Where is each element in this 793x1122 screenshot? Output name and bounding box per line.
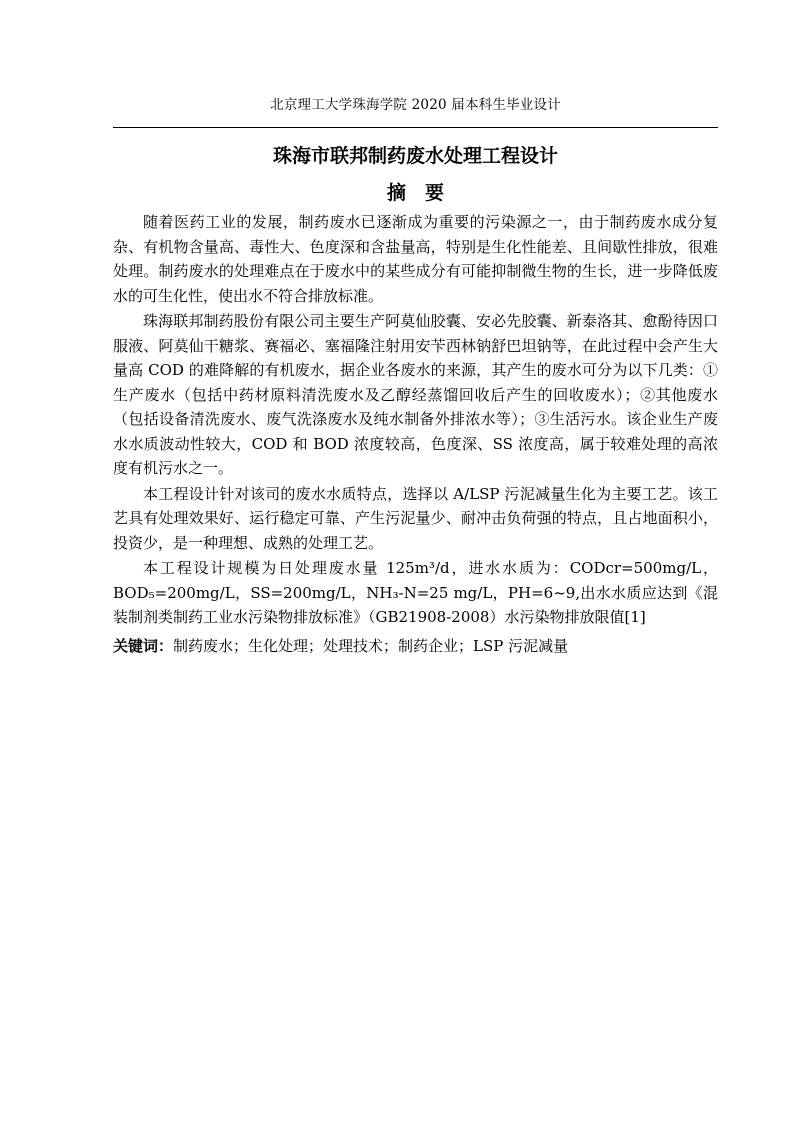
abstract-paragraph-3: 本工程设计针对该司的废水水质特点，选择以 A/LSP 污泥减量生化为主要工艺。该工艺具有处理效果好、运行稳定可靠、产生污泥量少、耐冲击负荷强的特点，且占地面积小，投资少，是一种理想、成熟的处理工艺。 <box>113 484 718 552</box>
abstract-paragraph-4: 本工程设计规模为日处理废水量 125m³/d，进水水质为：CODcr=500mg/L，BOD₅=200mg/L，SS=200mg/L，NH₃-N=25 mg/L，PH=6~9,出水水质应达到《混装制剂类制药工业水污染物排放标准》（GB21908-2008）水污染物排放限值[1] <box>113 559 718 626</box>
keywords-label: 关键词： <box>113 636 174 655</box>
thesis-title: 珠海市联邦制药废水处理工程设计 <box>272 145 558 167</box>
page-header: 北京理工大学珠海学院 2020 届本科生毕业设计 <box>270 97 561 113</box>
abstract-paragraph-2: 珠海联邦制药股份有限公司主要生产阿莫仙胶囊、安必先胶囊、新泰洛其、愈酚待因口服液、阿莫仙干糖浆、赛福必、塞福隆注射用安苄西林钠舒巴坦钠等，在此过程中会产生大量高 COD 的难降解的有机废水，据企业各废水的来源，其产生的废水可分为以下几类：①生产废水（包括中药材原料清洗废水及乙醇经蒸馏回收后产生的回收废水）；②其他废水（包括设备清洗废水、废气洗涤废水及纯水制备外排浓水等）；③生活污水。该企业生产废水水质波动性较大，COD 和 BOD 浓度较高，色度深、SS 浓度高，属于较难处理的高浓度有机污水之一。 <box>113 312 718 477</box>
header-rule <box>113 127 718 128</box>
abstract-heading: 摘 要 <box>386 182 444 204</box>
abstract-body <box>113 210 718 658</box>
keywords-text: 制药废水；生化处理；处理技术；制药企业；LSP 污泥减量 <box>173 636 569 655</box>
keywords-line <box>113 634 718 659</box>
abstract-paragraph-1: 随着医药工业的发展，制药废水已逐渐成为重要的污染源之一，由于制药废水成分复杂、有机物含量高、毒性大、色度深和含盐量高，特别是生化性能差、且间歇性排放，很难处理。制药废水的处理难点在于废水中的某些成分有可能抑制微生物的生长，进一步降低废水的可生化性，使出水不符合排放标准。 <box>113 213 718 305</box>
